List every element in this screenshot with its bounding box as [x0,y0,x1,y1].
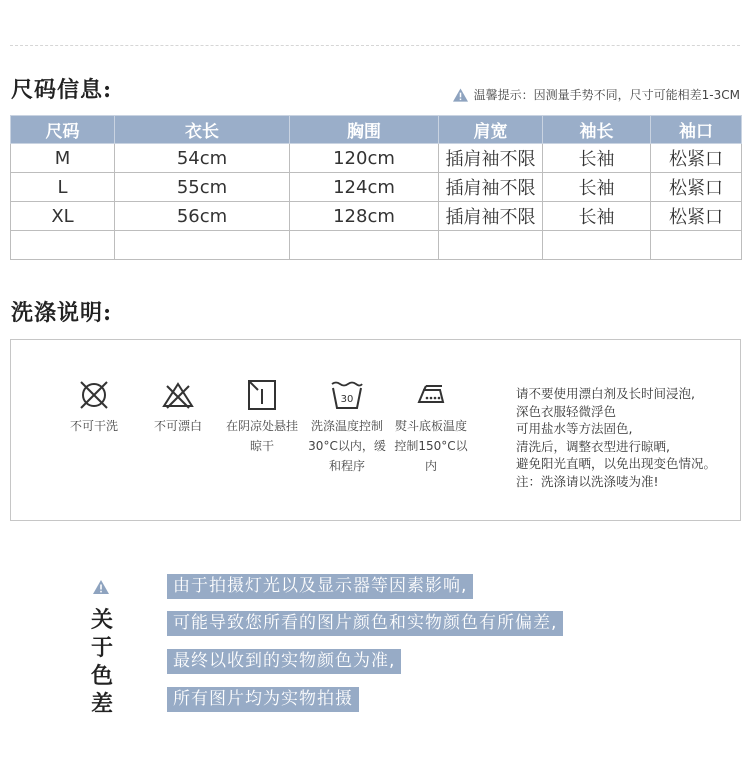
care-label: 和程序 [328,459,365,473]
cell-chest: 124cm [290,173,439,202]
care-item-no-dry-clean [61,380,127,436]
table-row [11,202,742,231]
care-note-line: 可用盐水等方法固色, [516,421,633,436]
cell-cuff [651,231,742,260]
header-sleeve: 袖长 [543,116,651,144]
no-dry-clean-icon [77,380,111,410]
cell-size: M [11,144,115,173]
care-item-hang-dry [221,380,303,456]
cell-shoulder [439,231,543,260]
table-row [11,144,742,173]
care-label: 不可干洗 [69,419,118,433]
size-table [10,115,742,260]
header-shoulder: 肩宽 [439,116,543,144]
cell-chest: 120cm [290,144,439,173]
care-box [10,339,741,521]
size-section-title: 尺码信息: [11,77,113,103]
header-chest: 胸围 [290,116,439,144]
cell-length: 54cm [115,144,290,173]
iron-icon [414,380,448,410]
care-note-line: 避免阳光直晒，以免出现变色情况。 [516,456,717,471]
care-notes [516,385,741,490]
size-tip [453,86,740,103]
cell-shoulder: 插肩袖不限 [439,202,543,231]
top-divider [10,45,740,46]
cell-chest: 128cm [290,202,439,231]
cell-size: L [11,173,115,202]
care-note-line: 深色衣服轻微浮色 [516,403,617,419]
care-label: 不可漂白 [153,419,202,433]
care-label: 内 [424,459,437,473]
header-size: 尺码 [11,116,115,144]
cell-shoulder: 插肩袖不限 [439,144,543,173]
care-note-line: 请不要使用漂白剂及长时间浸泡, [516,386,695,401]
hang-dry-shade-icon [245,380,279,410]
table-row [11,231,742,260]
cell-size [11,231,115,260]
care-item-iron [391,380,471,476]
care-item-no-bleach [145,380,211,436]
color-note-line: 最终以收到的实物颜色为准, [167,649,401,674]
cell-sleeve [543,231,651,260]
tip-text: 温馨提示：因测量手势不同，尺寸可能相差1-3CM [473,88,740,102]
color-note-line: 所有图片均为实物拍摄 [167,687,359,712]
wash-temp-text: 30 [340,394,354,405]
cell-sleeve: 长袖 [543,173,651,202]
cell-length [115,231,290,260]
care-label: 晾干 [249,439,274,453]
table-row [11,173,742,202]
care-label: 控制150°C以 [394,439,468,453]
size-table-header-row [11,116,742,144]
cell-sleeve: 长袖 [543,144,651,173]
no-bleach-icon [161,380,195,410]
cell-length: 56cm [115,202,290,231]
care-note-line: 清洗后，调整衣型进行晾晒, [516,438,670,454]
cell-cuff: 松紧口 [651,144,742,173]
care-label: 30°C以内，缓 [308,439,386,453]
color-note-line: 可能导致您所看的图片颜色和实物颜色有所偏差, [167,611,563,636]
cell-cuff: 松紧口 [651,173,742,202]
care-note-line: 注：洗涤请以洗涤唛为准! [516,473,659,489]
cell-cuff: 松紧口 [651,202,742,231]
cell-chest [290,231,439,260]
cell-shoulder: 插肩袖不限 [439,173,543,202]
cell-sleeve: 长袖 [543,202,651,231]
care-label: 洗涤温度控制 [310,419,383,433]
color-section-title: 关于色差 [90,607,113,717]
header-length: 衣长 [115,116,290,144]
care-item-wash-temp [307,380,387,476]
header-cuff: 袖口 [651,116,742,144]
care-section-title: 洗涤说明: [11,300,113,326]
warning-icon [453,88,468,102]
wash-temp-30-icon [330,380,364,410]
care-label: 熨斗底板温度 [394,419,467,433]
care-label: 在阴凉处悬挂 [225,419,298,433]
cell-length: 55cm [115,173,290,202]
color-note-line: 由于拍摄灯光以及显示器等因素影响, [167,574,473,599]
cell-size: XL [11,202,115,231]
warning-icon [93,580,109,594]
